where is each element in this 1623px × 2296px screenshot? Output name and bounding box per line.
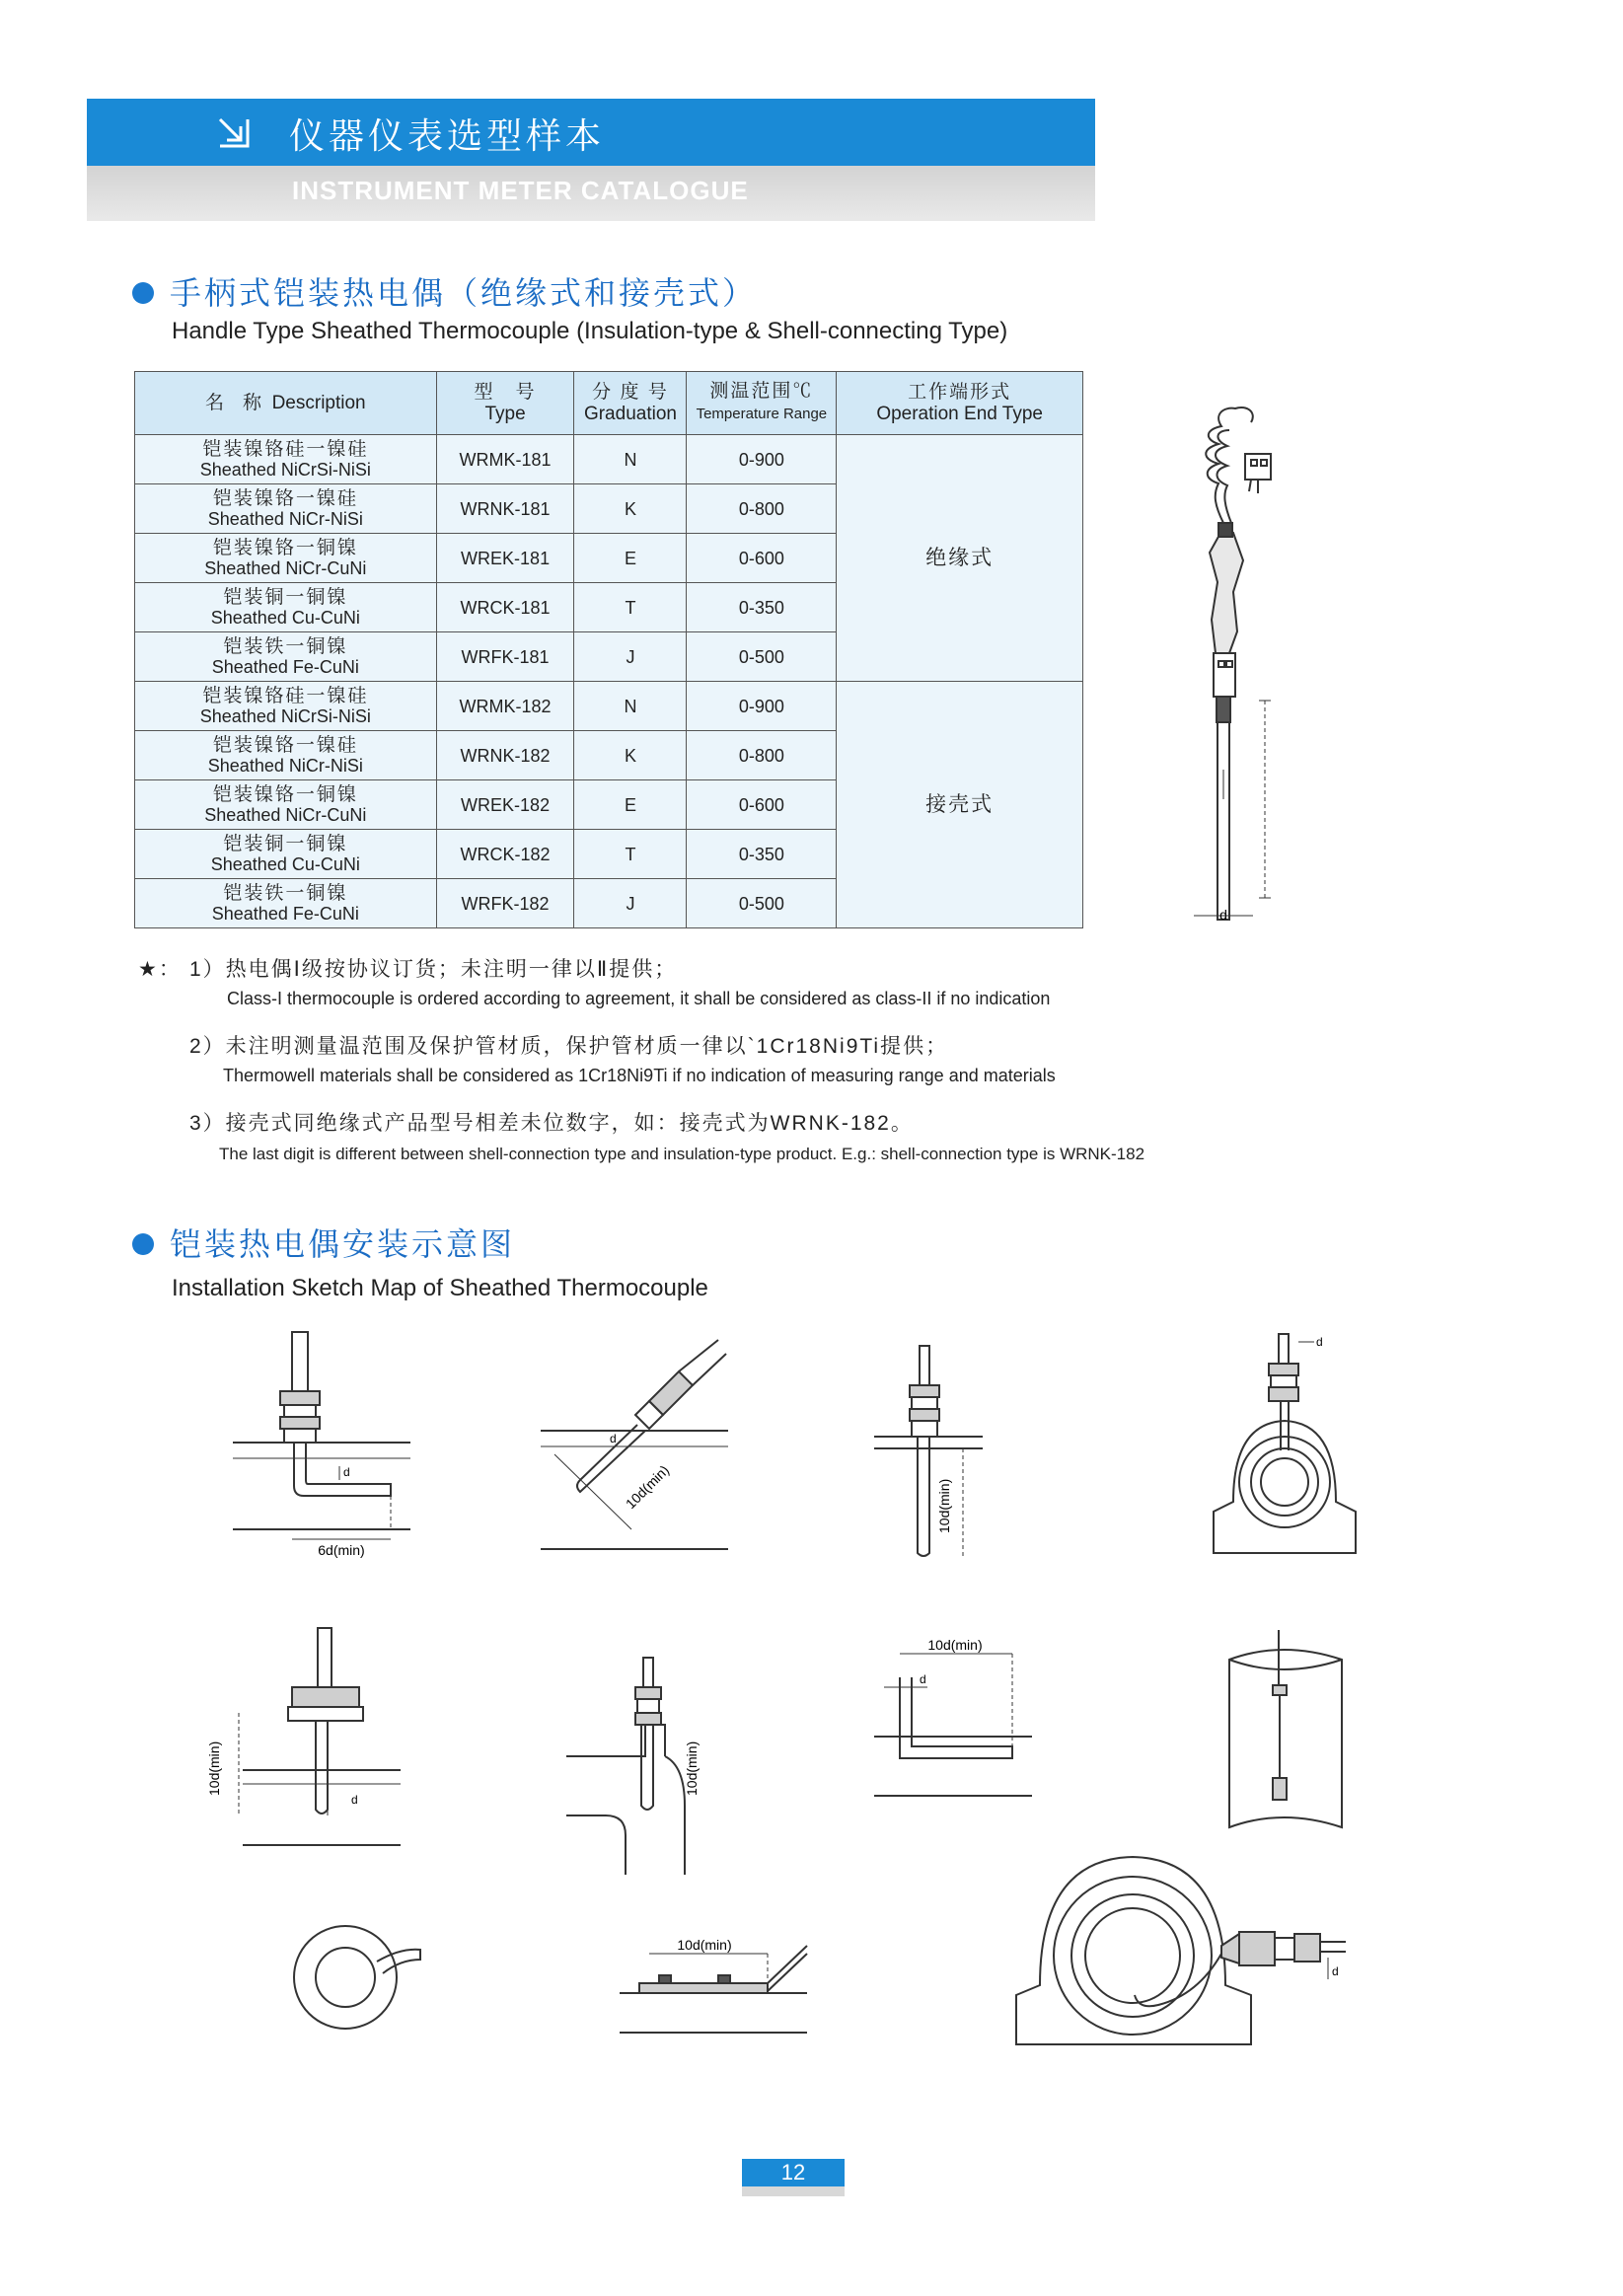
cell-graduation: J: [574, 632, 687, 682]
cell-graduation: E: [574, 780, 687, 830]
dimension-d-label: d: [1316, 1335, 1323, 1349]
cell-type: WRNK-182: [436, 731, 574, 780]
header-description: 名 称 Description: [135, 372, 437, 435]
cell-description: 铠装铜一铜镍 Sheathed Cu-CuNi: [135, 583, 437, 632]
section-bullet: [132, 1233, 154, 1255]
sketch-flange-probe: [203, 1628, 401, 1855]
dimension-d-label: d: [610, 1432, 617, 1445]
dimension-d-label: d: [1332, 1964, 1339, 1978]
dimension-10d-label: 10d(min): [684, 1741, 700, 1796]
cell-range: 0-600: [687, 780, 837, 830]
section1-title-cn: 手柄式铠装热电偶（绝缘式和接壳式）: [170, 274, 758, 312]
sketch-pipe-bent-probe: [233, 1332, 410, 1569]
cell-graduation: J: [574, 879, 687, 928]
cell-end-type-shell: 接壳式: [837, 682, 1083, 928]
arrow-icon: [217, 116, 251, 150]
cell-range: 0-350: [687, 583, 837, 632]
sketch-elbow-probe: [566, 1658, 714, 1875]
dimension-d-label: d: [343, 1465, 350, 1479]
sketch-ring-probe: [292, 1918, 430, 2037]
section2-title-cn: 铠装热电偶安装示意图: [170, 1225, 516, 1263]
dimension-10d-label: 10d(min): [622, 1461, 673, 1513]
note3-cn: 3）接壳式同绝缘式产品型号相差未位数字，如：接壳式为WRNK-182。: [189, 1112, 914, 1135]
cell-type: WREK-182: [436, 780, 574, 830]
section1-title-en: Handle Type Sheathed Thermocouple (Insulation-type & Shell-connecting Type): [172, 318, 1008, 344]
cell-type: WRFK-182: [436, 879, 574, 928]
section-bullet: [132, 282, 154, 304]
cell-graduation: N: [574, 682, 687, 731]
cell-range: 0-900: [687, 682, 837, 731]
cell-description: 铠装铁一铜镍 Sheathed Fe-CuNi: [135, 632, 437, 682]
cell-range: 0-600: [687, 534, 837, 583]
cell-description: 铠装铁一铜镍 Sheathed Fe-CuNi: [135, 879, 437, 928]
page-number: [742, 2159, 845, 2196]
cell-description: 铠装镍铬一镍硅 Sheathed NiCr-NiSi: [135, 731, 437, 780]
cell-graduation: K: [574, 731, 687, 780]
header-graduation: 分 度 号 Graduation: [574, 372, 687, 435]
header-type: 型 号 Type: [436, 372, 574, 435]
note2-cn: 2）未注明测量温范围及保护管材质，保护管材质一律以`1Cr18Ni9Ti提供；: [189, 1035, 949, 1058]
note3-en: The last digit is different between shell-connection type and insulation-type product. E.g.: shell-connection type is WRNK-182: [219, 1145, 1145, 1163]
cell-range: 0-900: [687, 435, 837, 484]
cell-description: 铠装镍铬一铜镍 Sheathed NiCr-CuNi: [135, 780, 437, 830]
dimension-d-label: d: [351, 1793, 358, 1807]
cell-description: 铠装镍铬硅一镍硅 Sheathed NiCrSi-NiSi: [135, 682, 437, 731]
catalogue-title: 仪器仪表选型样本: [289, 116, 606, 157]
note1-en: Class-I thermocouple is ordered according to agreement, it shall be considered as class-II if no indication: [227, 989, 1051, 1008]
spec-table: [134, 371, 1083, 928]
sketch-bearing-side-probe: [1010, 1847, 1346, 2054]
cell-description: 铠装镍铬一铜镍 Sheathed NiCr-CuNi: [135, 534, 437, 583]
cell-description: 铠装镍铬一镍硅 Sheathed NiCr-NiSi: [135, 484, 437, 534]
sketch-vertical-pipe-probe: [1223, 1630, 1352, 1837]
cell-description: 铠装镍铬硅一镍硅 Sheathed NiCrSi-NiSi: [135, 435, 437, 484]
cell-type: WRCK-182: [436, 830, 574, 879]
cell-end-type-insulation: 绝缘式: [837, 435, 1083, 682]
cell-type: WRMK-182: [436, 682, 574, 731]
cell-type: WRMK-181: [436, 435, 574, 484]
cell-graduation: E: [574, 534, 687, 583]
cell-type: WREK-181: [436, 534, 574, 583]
cell-graduation: K: [574, 484, 687, 534]
table-row: [135, 682, 1083, 731]
dimension-d-label: d: [920, 1672, 926, 1686]
header-end-type: 工作端形式 Operation End Type: [837, 372, 1083, 435]
note1-cn: 1）热电偶Ⅰ级按协议订货；未注明一律以Ⅱ提供；: [189, 958, 678, 981]
page-number-label: 12: [742, 2159, 845, 2186]
handle-thermocouple-drawing: [1174, 395, 1302, 927]
cell-type: WRNK-181: [436, 484, 574, 534]
table-row: [135, 435, 1083, 484]
section2-title-en: Installation Sketch Map of Sheathed Thermocouple: [172, 1275, 708, 1301]
cell-range: 0-800: [687, 731, 837, 780]
header-range: 测温范围℃ Temperature Range: [687, 372, 837, 435]
page-number-shadow: [742, 2186, 845, 2196]
note2-en: Thermowell materials shall be considered as 1Cr18Ni9Ti if no indication of measuring range and materials: [223, 1066, 1056, 1085]
cell-range: 0-800: [687, 484, 837, 534]
sketch-vertical-probe: [864, 1346, 983, 1563]
sketch-angled-insertion: [541, 1362, 728, 1559]
header-banner: [87, 99, 1095, 221]
cell-type: WRFK-181: [436, 632, 574, 682]
dimension-6d-label: 6d(min): [318, 1542, 365, 1558]
dimension-10d-label: 10d(min): [677, 1937, 732, 1953]
dimension-10d-label: 10d(min): [936, 1478, 952, 1533]
sketch-bearing-top-probe: [1204, 1334, 1371, 1561]
cell-type: WRCK-181: [436, 583, 574, 632]
cell-graduation: T: [574, 830, 687, 879]
cell-description: 铠装铜一铜镍 Sheathed Cu-CuNi: [135, 830, 437, 879]
cell-graduation: T: [574, 583, 687, 632]
cell-graduation: N: [574, 435, 687, 484]
table-header-row: [135, 372, 1083, 435]
cell-range: 0-500: [687, 632, 837, 682]
dimension-10d-label: 10d(min): [927, 1637, 983, 1653]
dimension-d-label: d: [1219, 907, 1227, 923]
sketch-surface-probe: [864, 1638, 1042, 1815]
sketch-plate-probe: [620, 1924, 807, 2042]
dimension-10d-label: 10d(min): [206, 1741, 222, 1796]
cell-range: 0-500: [687, 879, 837, 928]
cell-range: 0-350: [687, 830, 837, 879]
note-star: ★：: [138, 958, 182, 981]
catalogue-subtitle: INSTRUMENT METER CATALOGUE: [292, 176, 749, 205]
